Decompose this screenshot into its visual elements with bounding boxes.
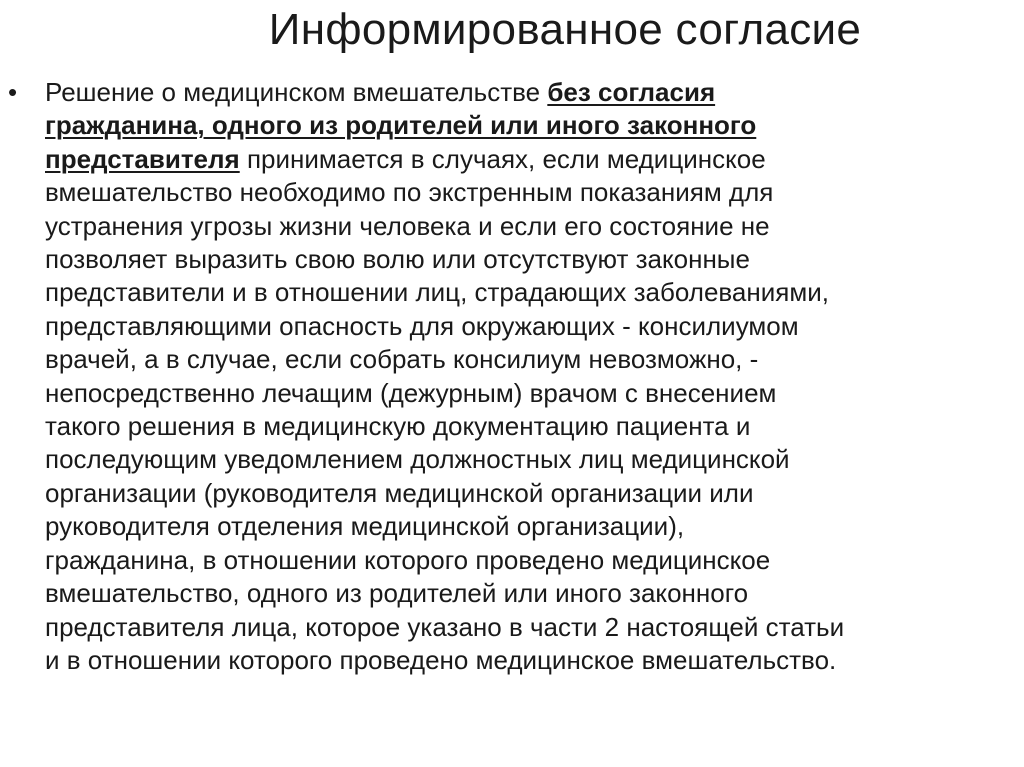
paragraph-line: непосредственно лечащим (дежурным) врачом с внесением — [45, 377, 777, 408]
paragraph-line: вмешательство необходимо по экстренным показаниям для — [45, 177, 774, 208]
emphasis-text: без согласия — [547, 77, 716, 107]
emphasis-text: представителя — [45, 143, 240, 174]
paragraph-line: такого решения в медицинскую документацию пациента и — [45, 411, 751, 442]
slide-title: Информированное согласие — [268, 5, 862, 54]
emphasis-text: гражданина, одного из родителей или иного законного — [45, 110, 757, 141]
paragraph-line — [45, 109, 1015, 142]
bullet-icon: • — [8, 77, 18, 107]
paragraph-line: вмешательство, одного из родителей или иного законного — [45, 578, 749, 609]
bullet-paragraph — [45, 76, 1015, 677]
paragraph-line: и в отношении которого проведено медицинское вмешательство. — [45, 644, 837, 675]
paragraph-line: последующим уведомлением должностных лиц медицинской — [45, 444, 790, 475]
paragraph-line: устранения угрозы жизни человека и если его состояние не — [45, 210, 770, 241]
paragraph-line: врачей, а в случае, если собрать консилиум невозможно, - — [45, 344, 759, 375]
paragraph-line: представителя лица, которое указано в части 2 настоящей статьи — [45, 611, 845, 642]
paragraph-line: руководителя отделения медицинской организации), — [45, 511, 685, 542]
paragraph-line: позволяет выразить свою волю или отсутствуют законные — [45, 244, 750, 275]
paragraph-line: представителя принимается в случаях, если медицинское — [45, 143, 766, 174]
paragraph-line: представляющими опасность для окружающих - консилиумом — [45, 310, 799, 341]
paragraph-line: организации (руководителя медицинской организации или — [45, 477, 754, 508]
paragraph-line: представители и в отношении лиц, страдающих заболеваниями, — [45, 277, 829, 308]
paragraph-line: гражданина, в отношении которого проведено медицинское — [45, 544, 771, 575]
paragraph-line: Решение о медицинском вмешательстве без согласия — [45, 77, 716, 107]
